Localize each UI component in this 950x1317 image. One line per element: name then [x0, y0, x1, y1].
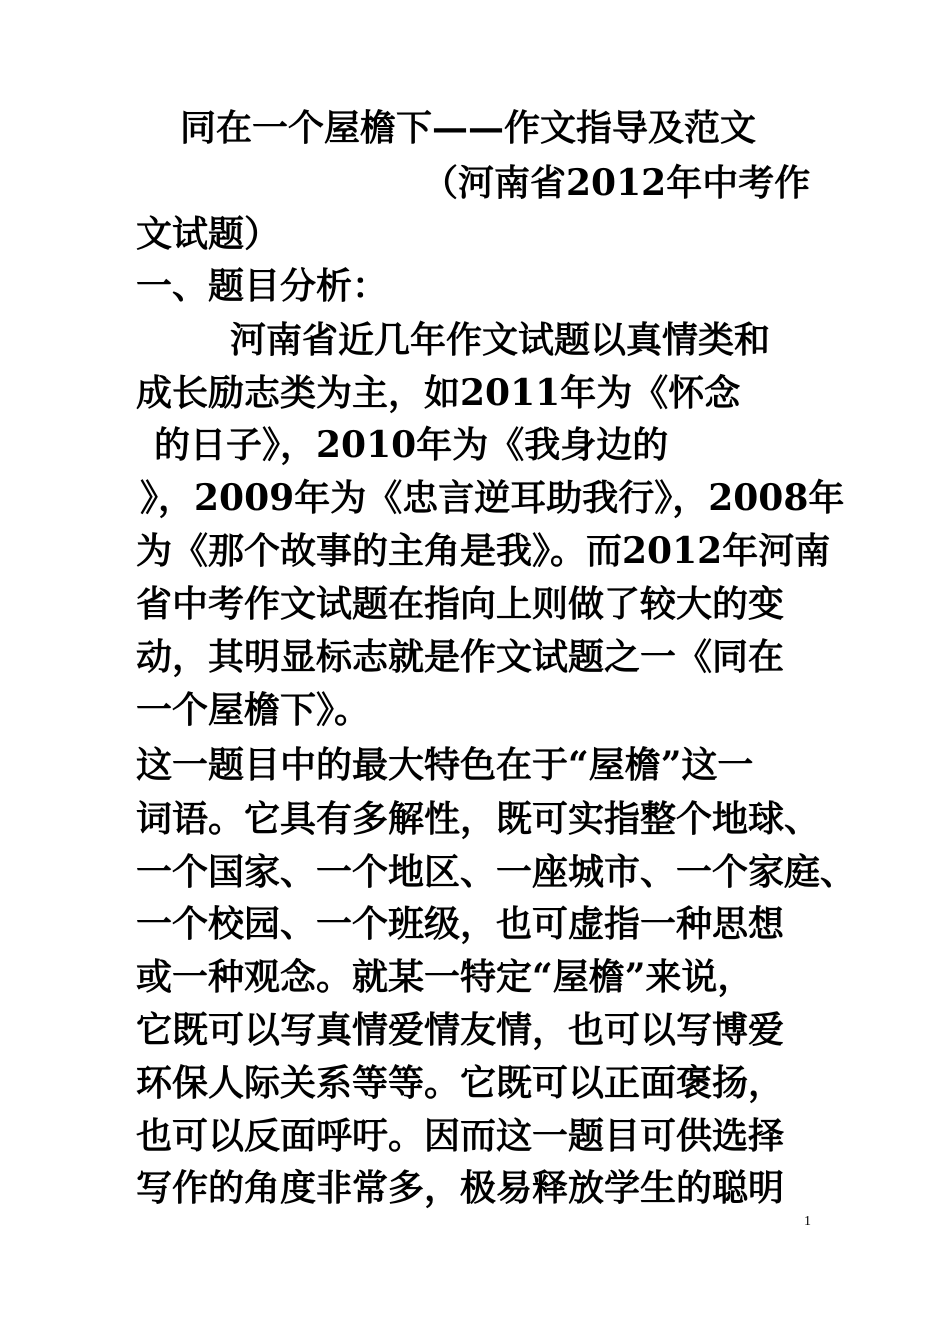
- document-title: 同在一个屋檐下——作文指导及范文: [180, 107, 757, 149]
- document-subtitle-line1: （河南省2012年中考作: [422, 162, 811, 204]
- paragraph-line: 一个屋檐下》。: [136, 689, 371, 731]
- paragraph-line: 动，其明显标志就是作文试题之一《同在: [136, 636, 785, 678]
- paragraph-line: 或一种观念。就某一特定“屋檐”来说，: [136, 956, 754, 998]
- section-heading: 一、题目分析：: [136, 265, 389, 307]
- paragraph-line: 成长励志类为主，如2011年为《怀念: [136, 372, 741, 414]
- paragraph-line: 一个校园、一个班级，也可虚指一种思想: [136, 903, 785, 945]
- paragraph-line: 环保人际关系等等。它既可以正面褒扬，: [136, 1062, 785, 1104]
- paragraph-line: 这一题目中的最大特色在于“屋檐”这一: [136, 744, 754, 786]
- paragraph-line: 也可以反面呼吁。因而这一题目可供选择: [136, 1115, 785, 1157]
- paragraph-line: 写作的角度非常多，极易释放学生的聪明: [136, 1167, 785, 1209]
- page-number: 1: [804, 1214, 811, 1229]
- paragraph-line: 的日子》，2010年为《我身边的: [154, 424, 669, 466]
- paragraph-line: 词语。它具有多解性，既可实指整个地球、: [136, 798, 821, 840]
- paragraph-line: 》，2009年为《忠言逆耳助我行》，2008年: [140, 477, 845, 519]
- paragraph-line: 它既可以写真情爱情友情，也可以写博爱: [136, 1009, 785, 1051]
- paragraph-line: 为《那个故事的主角是我》。而2012年河南: [136, 530, 831, 572]
- document-subtitle-line2: 文试题）: [136, 213, 281, 255]
- paragraph-line: 省中考作文试题在指向上则做了较大的变: [136, 583, 785, 625]
- paragraph-line: 河南省近几年作文试题以真情类和: [230, 319, 771, 361]
- paragraph-line: 一个国家、一个地区、一座城市、一个家庭、: [136, 851, 857, 893]
